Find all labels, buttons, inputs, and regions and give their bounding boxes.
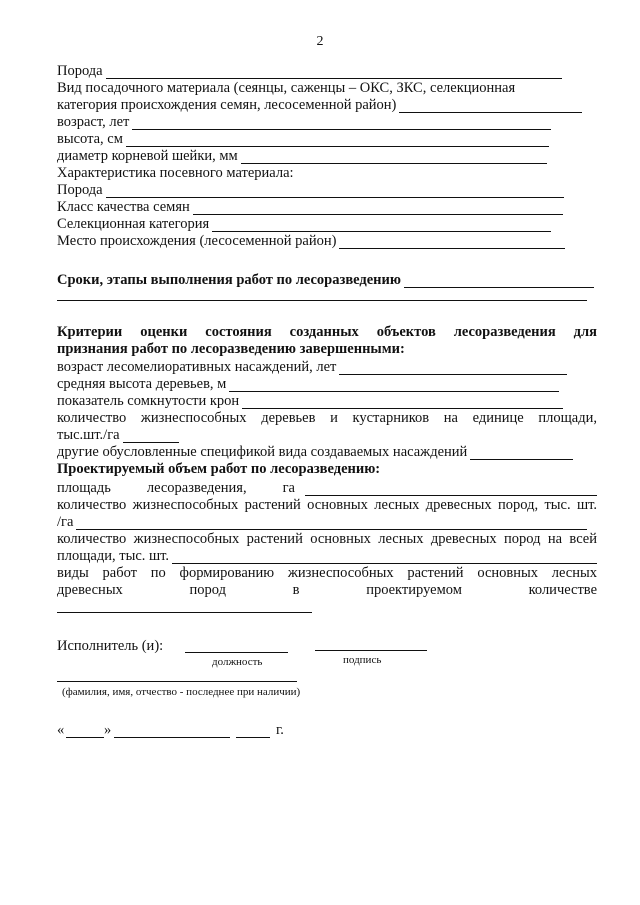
blank-kolichestvo[interactable] bbox=[123, 430, 179, 443]
blank-kol1[interactable] bbox=[76, 517, 587, 530]
field-kolichestvo-line1: количество жизнеспособных деревьев и кустарников на единице площади, bbox=[57, 410, 597, 426]
blank-pokazatel[interactable] bbox=[242, 396, 563, 409]
blank-vozrast[interactable] bbox=[132, 117, 551, 130]
field-pokazatel: показатель сомкнутости крон bbox=[57, 393, 563, 409]
date-open-quote: « bbox=[57, 722, 65, 738]
blank-mesto[interactable] bbox=[339, 236, 565, 249]
kriterii-heading-line1: Критерии оценки состояния созданных объектов лесоразведения для bbox=[57, 324, 597, 340]
field-vidy-line1: виды работ по формированию жизнеспособных растений основных лесных bbox=[57, 565, 597, 581]
dolzhnost-caption: должность bbox=[212, 656, 263, 668]
blank-sroki-line2[interactable] bbox=[57, 300, 587, 301]
field-vid-line1: Вид посадочного материала (сеянцы, саженцы – ОКС, ЗКС, селекционная bbox=[57, 80, 516, 96]
blank-poroda2[interactable] bbox=[106, 185, 564, 198]
blank-klass[interactable] bbox=[193, 202, 563, 215]
field-kol2-line2: площади, тыс. шт. bbox=[57, 548, 597, 564]
blank-vysota[interactable] bbox=[126, 134, 549, 147]
blank-fio[interactable] bbox=[57, 681, 297, 682]
blank-kol2[interactable] bbox=[172, 551, 597, 564]
blank-drugie[interactable] bbox=[470, 447, 573, 460]
field-kol1-line1: количество жизнеспособных растений основных лесных древесных пород, тыс. шт. bbox=[57, 497, 597, 513]
blank-vidy[interactable] bbox=[57, 612, 312, 613]
page-number: 2 bbox=[316, 34, 324, 49]
field-harakteristika: Характеристика посевного материала: bbox=[57, 165, 294, 181]
field-poroda: Порода bbox=[57, 63, 562, 79]
blank-vid[interactable] bbox=[399, 100, 582, 113]
blank-diametr[interactable] bbox=[241, 151, 547, 164]
sroki-heading: Сроки, этапы выполнения работ по лесоразведению bbox=[57, 272, 594, 288]
blank-dolzhnost[interactable] bbox=[185, 652, 288, 653]
blank-sroki[interactable] bbox=[404, 275, 594, 288]
blank-date-day[interactable] bbox=[66, 737, 104, 738]
ispolnitel-label: Исполнитель (и): bbox=[57, 638, 164, 654]
field-mesto: Место происхождения (лесосеменной район) bbox=[57, 233, 565, 249]
blank-poroda[interactable] bbox=[106, 66, 562, 79]
blank-date-year[interactable] bbox=[236, 737, 270, 738]
field-poroda2: Порода bbox=[57, 182, 564, 198]
field-drugie: другие обусловленные спецификой вида создаваемых насаждений bbox=[57, 444, 573, 460]
field-diametr: диаметр корневой шейки, мм bbox=[57, 148, 547, 164]
blank-ploshad[interactable] bbox=[305, 483, 597, 496]
field-selekc: Селекционная категория bbox=[57, 216, 551, 232]
field-kriterii-vozrast: возраст лесомелиоративных насаждений, лет bbox=[57, 359, 567, 375]
date-close-quote: » bbox=[104, 722, 112, 738]
field-kol1-line2: /га bbox=[57, 514, 587, 530]
field-vozrast: возраст, лет bbox=[57, 114, 551, 130]
field-vysota: высота, см bbox=[57, 131, 549, 147]
blank-selekc[interactable] bbox=[212, 219, 551, 232]
kriterii-heading-line2: признания работ по лесоразведению завершенными: bbox=[57, 341, 405, 357]
field-kol2-line1: количество жизнеспособных растений основных лесных древесных пород на всей bbox=[57, 531, 597, 547]
field-ploshad: площадь лесоразведения, га bbox=[57, 480, 597, 496]
field-srednyaya: средняя высота деревьев, м bbox=[57, 376, 559, 392]
blank-kriterii-vozrast[interactable] bbox=[339, 362, 567, 375]
field-vid-line2: категория происхождения семян, лесосеменной район) bbox=[57, 97, 582, 113]
blank-podpis[interactable] bbox=[315, 650, 427, 651]
obem-heading: Проектируемый объем работ по лесоразведению: bbox=[57, 461, 381, 477]
field-kolichestvo-line2: тыс.шт./га bbox=[57, 427, 179, 443]
field-vidy-line2: древесных пород в проектируемом количестве bbox=[57, 582, 597, 598]
date-year-suffix: г. bbox=[276, 722, 284, 738]
blank-srednyaya[interactable] bbox=[229, 379, 559, 392]
blank-date-month[interactable] bbox=[114, 737, 230, 738]
podpis-caption: подпись bbox=[343, 654, 382, 666]
field-klass: Класс качества семян bbox=[57, 199, 563, 215]
fio-caption: (фамилия, имя, отчество - последнее при наличии) bbox=[62, 686, 301, 698]
